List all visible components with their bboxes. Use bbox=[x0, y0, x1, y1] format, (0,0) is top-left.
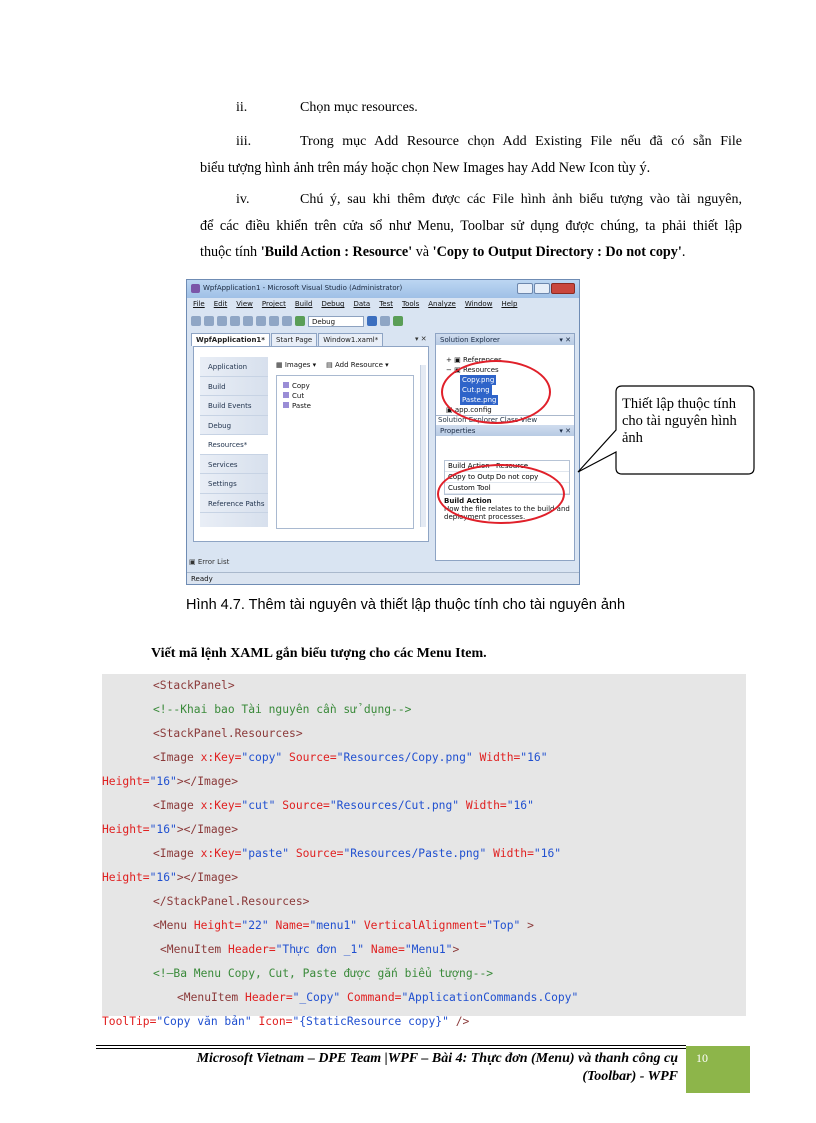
code-attr: Icon= bbox=[251, 1015, 293, 1028]
vs-toolbar bbox=[191, 314, 451, 328]
property-name: Custom Tool bbox=[448, 484, 491, 492]
code-value: "16" bbox=[149, 823, 177, 836]
save-all-icon bbox=[217, 316, 227, 326]
code-token: ></Image> bbox=[176, 871, 239, 884]
nav-resources: Resources* bbox=[200, 435, 268, 455]
item-iv-text: Chú ý, sau khi thêm được các File hình ảnh biểu tượng vào tài nguyên, bbox=[300, 192, 742, 207]
code-value: "22" bbox=[241, 919, 269, 932]
code-line bbox=[153, 727, 303, 740]
code-line bbox=[160, 943, 459, 956]
code-attr: x:Key= bbox=[200, 751, 242, 764]
undo-icon bbox=[269, 316, 279, 326]
code-line bbox=[102, 871, 238, 884]
footer-rule bbox=[96, 1045, 686, 1046]
footer-line-1: Microsoft Vietnam – DPE Team |WPF – Bài 4: Thực đơn (Menu) và thanh công cụ bbox=[196, 1051, 678, 1066]
code-token: > bbox=[520, 919, 534, 932]
window-buttons bbox=[517, 283, 575, 294]
section-heading: Viết mã lệnh XAML gắn biểu tượng cho các Menu Item. bbox=[151, 646, 487, 661]
code-line bbox=[153, 967, 493, 980]
figure-caption: Hình 4.7. Thêm tài nguyên và thiết lập thuộc tính cho tài nguyên ảnh bbox=[186, 597, 626, 613]
code-line bbox=[153, 679, 235, 692]
redo-icon bbox=[282, 316, 292, 326]
code-comment: <!--Khai bao Tài nguyên cần sử dụng--> bbox=[153, 703, 412, 716]
code-attr: Width= bbox=[486, 847, 534, 860]
code-token: <MenuItem bbox=[177, 991, 246, 1004]
code-line bbox=[102, 823, 238, 836]
code-attr: x:Key= bbox=[200, 847, 242, 860]
vs-app-icon bbox=[191, 284, 200, 293]
code-value: "Resources/Cut.png" bbox=[329, 799, 460, 812]
resource-toolbar bbox=[276, 361, 389, 369]
vs-menu-debug: Debug bbox=[321, 300, 345, 308]
code-attr: Height= bbox=[102, 775, 150, 788]
code-value: "16" bbox=[520, 751, 548, 764]
code-attr: Command= bbox=[340, 991, 402, 1004]
code-line bbox=[153, 751, 548, 764]
vs-menu-bar bbox=[193, 300, 517, 308]
nav-debug: Debug bbox=[200, 416, 268, 436]
code-token: <StackPanel.Resources> bbox=[153, 727, 303, 740]
code-attr: Source= bbox=[282, 751, 337, 764]
footer-rule bbox=[96, 1048, 686, 1049]
code-attr: Height= bbox=[102, 823, 150, 836]
code-line bbox=[153, 799, 534, 812]
copy-icon bbox=[243, 316, 253, 326]
code-line bbox=[102, 1015, 469, 1028]
code-attr: Source= bbox=[275, 799, 330, 812]
code-attr: x:Key= bbox=[200, 799, 242, 812]
vs-menu-file: File bbox=[193, 300, 205, 308]
page-number: 10 bbox=[686, 1046, 750, 1093]
code-attr: Width= bbox=[459, 799, 507, 812]
item-ii-number: ii. bbox=[236, 100, 248, 115]
code-value: "Menu1" bbox=[404, 943, 453, 956]
copy-output-highlight: 'Copy to Output Directory : Do not copy' bbox=[432, 244, 682, 260]
tree-node: ▣ app.config bbox=[446, 406, 492, 414]
start-debug-icon bbox=[295, 316, 305, 326]
property-name: Copy to Outp bbox=[448, 473, 495, 481]
nav-services: Services bbox=[200, 455, 268, 475]
item-iv-continuation-1: để các điều khiển trên cửa sổ như Menu, Toolbar sử dụng được chúng, ta phải thiết lập bbox=[200, 218, 742, 234]
designer-scrollbar bbox=[420, 365, 426, 527]
item-ii-text: Chọn mục resources. bbox=[300, 100, 418, 115]
resource-item bbox=[283, 382, 310, 390]
code-value: "Copy văn bản" bbox=[156, 1015, 252, 1028]
paste-icon bbox=[256, 316, 266, 326]
code-value: "Top" bbox=[486, 919, 521, 932]
find-icon bbox=[367, 316, 377, 326]
code-token: </StackPanel.Resources> bbox=[153, 895, 310, 908]
resource-label: Cut bbox=[292, 392, 305, 400]
add-resource-dropdown: ▤ Add Resource ▾ bbox=[326, 361, 389, 369]
code-block bbox=[102, 674, 746, 1028]
properties-title: Properties bbox=[440, 427, 476, 435]
code-value: "paste" bbox=[241, 847, 290, 860]
tree-node: + ▣ References bbox=[446, 356, 502, 364]
code-token: /> bbox=[448, 1015, 470, 1028]
tree-label: app.config bbox=[454, 406, 492, 414]
code-attr: VerticalAlignment= bbox=[357, 919, 487, 932]
code-attr: Width= bbox=[472, 751, 521, 764]
code-value: "16" bbox=[533, 847, 562, 860]
cut-icon bbox=[230, 316, 240, 326]
code-token: <Menu bbox=[153, 919, 194, 932]
code-value: "_Copy" bbox=[292, 991, 341, 1004]
config-dropdown: Debug bbox=[308, 316, 364, 327]
error-list-label: Error List bbox=[197, 558, 230, 566]
code-token: <StackPanel> bbox=[153, 679, 235, 692]
code-line bbox=[153, 895, 309, 908]
vs-menu-project: Project bbox=[261, 300, 286, 308]
tab-window1-xaml: Window1.xaml* bbox=[318, 333, 383, 346]
code-token: <Image bbox=[153, 751, 201, 764]
tree-label-selected: Paste.png bbox=[462, 396, 497, 404]
vs-menu-tools: Tools bbox=[401, 300, 420, 308]
code-line bbox=[177, 991, 578, 1004]
add-resource-icon: ▤ bbox=[326, 361, 336, 369]
resource-list bbox=[276, 375, 414, 529]
build-action-highlight: 'Build Action : Resource' bbox=[260, 244, 413, 260]
resource-item bbox=[283, 392, 304, 400]
nav-settings: Settings bbox=[200, 474, 268, 494]
code-value: "ApplicationCommands.Copy" bbox=[401, 991, 579, 1004]
code-line bbox=[153, 847, 561, 860]
vs-menu-view: View bbox=[236, 300, 253, 308]
property-value: Resource bbox=[496, 462, 529, 470]
code-attr: Header= bbox=[245, 991, 293, 1004]
subtab-class-view: Class View bbox=[499, 416, 538, 424]
code-attr: Header= bbox=[228, 943, 276, 956]
images-icon: ▦ bbox=[276, 361, 285, 369]
nav-reference-paths: Reference Paths bbox=[200, 494, 268, 514]
code-token: > bbox=[452, 943, 460, 956]
code-value: "Thực đơn _1" bbox=[275, 943, 365, 956]
error-list-tab bbox=[189, 558, 229, 566]
solution-explorer-title: Solution Explorer bbox=[440, 336, 500, 344]
tree-label: References bbox=[462, 356, 502, 364]
nav-application: Application bbox=[200, 357, 268, 377]
nav-build-events: Build Events bbox=[200, 396, 268, 416]
item-iii-number: iii. bbox=[236, 134, 252, 149]
pane-pin-close-icon: ▾ ✕ bbox=[559, 427, 571, 435]
callout-text: Thiết lập thuộc tính cho tài nguyên hình ảnh bbox=[622, 396, 737, 446]
maximize-icon bbox=[534, 283, 550, 294]
cut-resource-icon bbox=[283, 392, 289, 398]
property-value: Do not copy bbox=[496, 473, 539, 481]
resource-item bbox=[283, 402, 311, 410]
images-dropdown: ▦ Images ▾ bbox=[276, 361, 317, 369]
code-token: <Image bbox=[153, 799, 201, 812]
pane-pin-close-icon: ▾ ✕ bbox=[559, 336, 571, 344]
project-designer bbox=[193, 346, 429, 542]
project-nav bbox=[200, 357, 268, 527]
copy-resource-icon bbox=[283, 382, 289, 388]
footer-line-2: (Toolbar) - WPF bbox=[582, 1069, 678, 1084]
add-resource-label: Add Resource bbox=[335, 361, 383, 369]
vs-menu-data: Data bbox=[353, 300, 371, 308]
vs-status-bar: Ready bbox=[187, 572, 579, 584]
item-iii-text: Trong mục Add Resource chọn Add Existing File nếu đã có sẵn File bbox=[300, 134, 742, 149]
code-value: "Resources/Copy.png" bbox=[336, 751, 473, 764]
item-iv-end: . bbox=[681, 244, 686, 260]
item-iii-continuation: biểu tượng hình ảnh trên máy hoặc chọn New Images hay Add New Icon tùy ý. bbox=[200, 160, 651, 176]
subtab-solution-explorer: Solution Explorer bbox=[438, 416, 498, 424]
property-desc-text: How the file relates to the build and deployment processes. bbox=[444, 505, 570, 521]
item-iv-number: iv. bbox=[236, 192, 250, 207]
code-value: "menu1" bbox=[309, 919, 358, 932]
tree-node: − ▣ Resources bbox=[446, 366, 499, 374]
vs-menu-analyze: Analyze bbox=[428, 300, 456, 308]
code-attr: Height= bbox=[102, 871, 150, 884]
property-name: Build Action bbox=[448, 462, 490, 470]
code-line bbox=[153, 703, 411, 716]
save-icon bbox=[204, 316, 214, 326]
item-iv-joiner: và bbox=[412, 244, 433, 260]
toolbox-icon bbox=[393, 316, 403, 326]
item-iv-continuation-2 bbox=[200, 238, 685, 266]
properties-header bbox=[436, 425, 574, 436]
tree-label: Resources bbox=[462, 366, 499, 374]
nav-build: Build bbox=[200, 377, 268, 397]
property-desc-title: Build Action bbox=[444, 497, 492, 505]
visual-studio-screenshot bbox=[186, 279, 580, 585]
tab-project-properties: WpfApplication1* bbox=[191, 333, 270, 346]
code-value: "{StaticResource copy}" bbox=[292, 1015, 449, 1028]
highlight-ellipse-properties bbox=[437, 464, 565, 524]
doc-close-icon: ▾ ✕ bbox=[415, 335, 427, 343]
code-token: <MenuItem bbox=[160, 943, 229, 956]
paste-resource-icon bbox=[283, 402, 289, 408]
code-line bbox=[102, 775, 238, 788]
vs-menu-window: Window bbox=[464, 300, 493, 308]
resource-label: Copy bbox=[292, 382, 310, 390]
vs-menu-help: Help bbox=[501, 300, 518, 308]
properties-icon bbox=[380, 316, 390, 326]
images-label: Images bbox=[284, 361, 311, 369]
item-iv-prefix: thuộc tính bbox=[200, 244, 261, 260]
vs-menu-test: Test bbox=[379, 300, 393, 308]
code-attr: ToolTip= bbox=[102, 1015, 157, 1028]
code-line bbox=[153, 919, 534, 932]
code-attr: Height= bbox=[193, 919, 242, 932]
code-value: "cut" bbox=[241, 799, 276, 812]
footer-text bbox=[120, 1050, 678, 1086]
minimize-icon bbox=[517, 283, 533, 294]
vs-title-bar bbox=[187, 280, 579, 298]
code-comment: <!—Ba Menu Copy, Cut, Paste được gắn biểu tượng--> bbox=[153, 967, 494, 980]
error-list-icon: ▣ bbox=[189, 558, 198, 566]
vs-menu-edit: Edit bbox=[213, 300, 228, 308]
code-token: ></Image> bbox=[176, 823, 239, 836]
tree-label-selected: Cut.png bbox=[462, 386, 490, 394]
code-attr: Source= bbox=[289, 847, 344, 860]
tab-start-page: Start Page bbox=[271, 333, 317, 346]
highlight-ellipse-files bbox=[441, 360, 551, 424]
code-value: "16" bbox=[149, 871, 177, 884]
code-value: "16" bbox=[149, 775, 177, 788]
code-token: ></Image> bbox=[176, 775, 239, 788]
code-attr: Name= bbox=[364, 943, 405, 956]
resource-label: Paste bbox=[292, 402, 311, 410]
close-icon bbox=[551, 283, 575, 294]
tree-label-selected: Copy.png bbox=[462, 376, 495, 384]
code-value: "copy" bbox=[241, 751, 283, 764]
vs-window-title: WpfApplication1 - Microsoft Visual Studio (Administrator) bbox=[203, 284, 403, 292]
code-token: <Image bbox=[153, 847, 201, 860]
code-value: "16" bbox=[506, 799, 534, 812]
new-project-icon bbox=[191, 316, 201, 326]
code-attr: Name= bbox=[268, 919, 310, 932]
code-value: "Resources/Paste.png" bbox=[343, 847, 487, 860]
vs-menu-build: Build bbox=[294, 300, 313, 308]
solution-explorer-header bbox=[436, 334, 574, 345]
vs-doc-tabs bbox=[191, 333, 383, 346]
